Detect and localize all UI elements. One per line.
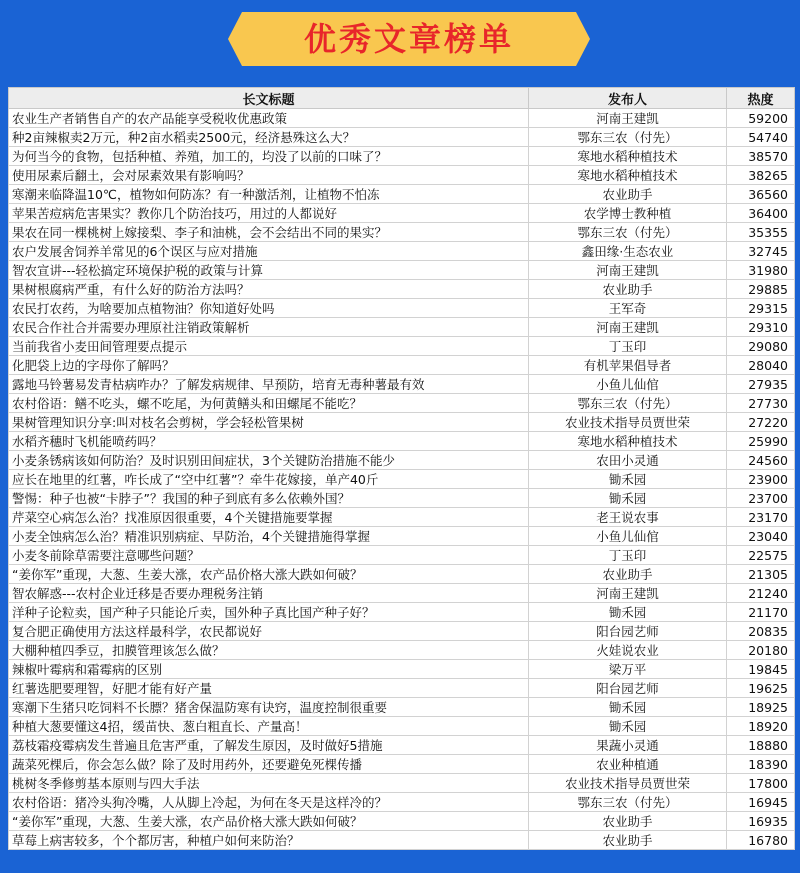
heat-cell: 31980 (727, 261, 795, 280)
article-title-cell[interactable]: 苹果苦痘病危害果实？教你几个防治技巧，用过的人都说好 (9, 204, 529, 223)
publisher-cell: 河南王建凯 (529, 261, 727, 280)
publisher-cell: 小鱼儿仙倌 (529, 375, 727, 394)
publisher-cell: 鄂东三农（付先） (529, 223, 727, 242)
publisher-cell: 农业技术指导员贾世荣 (529, 413, 727, 432)
table-row (9, 128, 795, 147)
table-row (9, 603, 795, 622)
publisher-cell: 丁玉印 (529, 337, 727, 356)
article-title-cell[interactable]: 智农宣讲---轻松搞定环境保护税的政策与计算 (9, 261, 529, 280)
table-row (9, 565, 795, 584)
table-row (9, 641, 795, 660)
heat-cell: 16935 (727, 812, 795, 831)
publisher-cell: 寒地水稻种植技术 (529, 166, 727, 185)
table-row (9, 717, 795, 736)
article-title-cell[interactable]: 为何当今的食物，包括种植、养殖，加工的，均没了以前的口味了？ (9, 147, 529, 166)
article-title-cell[interactable]: 草莓上病害较多，个个都厉害，种植户如何来防治？ (9, 831, 529, 850)
publisher-cell: 鄂东三农（付先） (529, 793, 727, 812)
heat-cell: 29310 (727, 318, 795, 337)
header-title: 长文标题 (9, 88, 529, 109)
heat-cell: 23700 (727, 489, 795, 508)
publisher-cell: 农业助手 (529, 831, 727, 850)
article-title-cell[interactable]: 洋种子论粒卖，国产种子只能论斤卖，国外种子真比国产种子好？ (9, 603, 529, 622)
heat-cell: 59200 (727, 109, 795, 128)
heat-cell: 19625 (727, 679, 795, 698)
table-row (9, 508, 795, 527)
article-title-cell[interactable]: 警惕：种子也被“卡脖子”？我国的种子到底有多么依赖外国？ (9, 489, 529, 508)
heat-cell: 23040 (727, 527, 795, 546)
heat-cell: 54740 (727, 128, 795, 147)
publisher-cell: 农田小灵通 (529, 451, 727, 470)
heat-cell: 21305 (727, 565, 795, 584)
heat-cell: 27730 (727, 394, 795, 413)
heat-cell: 29885 (727, 280, 795, 299)
publisher-cell: 锄禾园 (529, 698, 727, 717)
publisher-cell: 小鱼儿仙倌 (529, 527, 727, 546)
article-title-cell[interactable]: 小麦冬前除草需要注意哪些问题？ (9, 546, 529, 565)
table-row (9, 831, 795, 850)
heat-cell: 20180 (727, 641, 795, 660)
publisher-cell: 农业助手 (529, 565, 727, 584)
publisher-cell: 鄂东三农（付先） (529, 394, 727, 413)
heat-cell: 16780 (727, 831, 795, 850)
article-title-cell[interactable]: 使用尿素后翻土，会对尿素效果有影响吗？ (9, 166, 529, 185)
publisher-cell: 阳台园艺师 (529, 622, 727, 641)
article-title-cell[interactable]: 果树管理知识分享:叫对枝名会剪树，学会轻松管果树 (9, 413, 529, 432)
publisher-cell: 农业种植通 (529, 755, 727, 774)
table-row (9, 356, 795, 375)
table-row (9, 261, 795, 280)
heat-cell: 23900 (727, 470, 795, 489)
table-row (9, 679, 795, 698)
heat-cell: 36400 (727, 204, 795, 223)
heat-cell: 23170 (727, 508, 795, 527)
title-banner (228, 8, 590, 70)
article-title-cell[interactable]: 芹菜空心病怎么治？找准原因很重要，4个关键措施要掌握 (9, 508, 529, 527)
table-row (9, 185, 795, 204)
publisher-cell: 锄禾园 (529, 489, 727, 508)
table-row (9, 527, 795, 546)
heat-cell: 16945 (727, 793, 795, 812)
article-title-cell[interactable]: 复合肥正确使用方法这样最科学，农民都说好 (9, 622, 529, 641)
table-row (9, 109, 795, 128)
heat-cell: 21170 (727, 603, 795, 622)
heat-cell: 20835 (727, 622, 795, 641)
article-title-cell[interactable]: 农民打农药，为啥要加点植物油？你知道好处吗 (9, 299, 529, 318)
heat-cell: 24560 (727, 451, 795, 470)
publisher-cell: 鄂东三农（付先） (529, 128, 727, 147)
publisher-cell: 王军奇 (529, 299, 727, 318)
table-row (9, 337, 795, 356)
table-row (9, 242, 795, 261)
table-row (9, 793, 795, 812)
table-row (9, 413, 795, 432)
article-title-cell[interactable]: 大棚种植四季豆，扣膜管理该怎么做？ (9, 641, 529, 660)
heat-cell: 21240 (727, 584, 795, 603)
article-title-cell[interactable]: 寒潮来临降温10℃，植物如何防冻？有一种激活剂，让植物不怕冻 (9, 185, 529, 204)
table-row (9, 660, 795, 679)
table-row (9, 280, 795, 299)
heat-cell: 32745 (727, 242, 795, 261)
publisher-cell: 老王说农事 (529, 508, 727, 527)
article-title-cell[interactable]: 露地马铃薯易发青枯病咋办？了解发病规律、早预防，培育无毒种薯最有效 (9, 375, 529, 394)
article-title-cell[interactable]: 农村俗语：猪冷头狗冷嘴，人从脚上冷起，为何在冬天是这样冷的？ (9, 793, 529, 812)
publisher-cell: 锄禾园 (529, 603, 727, 622)
publisher-cell: 有机苹果倡导者 (529, 356, 727, 375)
table-row (9, 318, 795, 337)
heat-cell: 18920 (727, 717, 795, 736)
heat-cell: 36560 (727, 185, 795, 204)
publisher-cell: 农业技术指导员贾世荣 (529, 774, 727, 793)
article-title-cell[interactable]: 荔枝霜疫霉病发生普遍且危害严重，了解发生原因，及时做好5措施 (9, 736, 529, 755)
table-row (9, 223, 795, 242)
article-title-cell[interactable]: 农户发展舍饲养羊常见的6个误区与应对措施 (9, 242, 529, 261)
table-row (9, 451, 795, 470)
publisher-cell: 梁万平 (529, 660, 727, 679)
heat-cell: 18880 (727, 736, 795, 755)
article-title-cell[interactable]: 小麦全蚀病怎么治？精准识别病症、早防治，4个关键措施得掌握 (9, 527, 529, 546)
heat-cell: 27220 (727, 413, 795, 432)
article-title-cell[interactable]: 桃树冬季修剪基本原则与四大手法 (9, 774, 529, 793)
heat-cell: 25990 (727, 432, 795, 451)
publisher-cell: 河南王建凯 (529, 318, 727, 337)
table-row (9, 147, 795, 166)
article-title-cell[interactable]: 当前我省小麦田间管理要点提示 (9, 337, 529, 356)
heat-cell: 28040 (727, 356, 795, 375)
publisher-cell: 寒地水稻种植技术 (529, 147, 727, 166)
heat-cell: 18925 (727, 698, 795, 717)
heat-cell: 29080 (727, 337, 795, 356)
heat-cell: 19845 (727, 660, 795, 679)
article-title-cell[interactable]: 应长在地里的红薯，咋长成了“空中红薯”？牵牛花嫁接，单产40斤 (9, 470, 529, 489)
publisher-cell: 阳台园艺师 (529, 679, 727, 698)
table-row (9, 375, 795, 394)
table-row (9, 755, 795, 774)
table-row (9, 432, 795, 451)
publisher-cell: 河南王建凯 (529, 109, 727, 128)
table-row (9, 204, 795, 223)
article-title-cell[interactable]: 蔬菜死棵后，你会怎么做？除了及时用药外，还要避免死棵传播 (9, 755, 529, 774)
heat-cell: 17800 (727, 774, 795, 793)
publisher-cell: 农业助手 (529, 812, 727, 831)
table-row (9, 698, 795, 717)
ranking-table (8, 87, 795, 850)
heat-cell: 38570 (727, 147, 795, 166)
table-row (9, 299, 795, 318)
publisher-cell: 农业助手 (529, 280, 727, 299)
table-row (9, 546, 795, 565)
article-title-cell[interactable]: 化肥袋上边的字母你了解吗？ (9, 356, 529, 375)
table-header-row (9, 88, 795, 109)
article-title-cell[interactable]: 种植大葱要懂这4招，缓苗快、葱白粗直长、产量高！ (9, 717, 529, 736)
heat-cell: 27935 (727, 375, 795, 394)
heat-cell: 38265 (727, 166, 795, 185)
publisher-cell: 河南王建凯 (529, 584, 727, 603)
publisher-cell: 鑫田缘·生态农业 (529, 242, 727, 261)
table-row (9, 584, 795, 603)
heat-cell: 22575 (727, 546, 795, 565)
publisher-cell: 农业助手 (529, 185, 727, 204)
table-row (9, 622, 795, 641)
publisher-cell: 丁玉印 (529, 546, 727, 565)
article-title-cell[interactable]: 农业生产者销售自产的农产品能享受税收优惠政策 (9, 109, 529, 128)
article-title-cell[interactable]: 种2亩辣椒卖2万元，种2亩水稻卖2500元，经济悬殊这么大？ (9, 128, 529, 147)
heat-cell: 29315 (727, 299, 795, 318)
publisher-cell: 火娃说农业 (529, 641, 727, 660)
table-body (9, 109, 795, 850)
table-row (9, 166, 795, 185)
article-title-cell[interactable]: 红薯选肥要理智，好肥才能有好产量 (9, 679, 529, 698)
table-row (9, 774, 795, 793)
publisher-cell: 锄禾园 (529, 717, 727, 736)
article-title-cell[interactable]: 小麦条锈病该如何防治？及时识别田间症状，3个关键防治措施不能少 (9, 451, 529, 470)
header-heat: 热度 (727, 88, 795, 109)
article-title-cell[interactable]: 水稻齐穗时飞机能喷药吗？ (9, 432, 529, 451)
page-title: 优秀文章榜单 (303, 20, 514, 58)
ranking-table-container (8, 87, 794, 850)
article-title-cell[interactable]: 果树根腐病严重，有什么好的防治方法吗？ (9, 280, 529, 299)
publisher-cell: 锄禾园 (529, 470, 727, 489)
article-title-cell[interactable]: 果农在同一棵桃树上嫁接梨、李子和油桃，会不会结出不同的果实？ (9, 223, 529, 242)
publisher-cell: 果蔬小灵通 (529, 736, 727, 755)
article-title-cell[interactable]: 农民合作社合并需要办理原社注销政策解析 (9, 318, 529, 337)
table-row (9, 470, 795, 489)
article-title-cell[interactable]: 农村俗语：鳝不吃头，螺不吃尾，为何黄鳝头和田螺尾不能吃？ (9, 394, 529, 413)
table-row (9, 812, 795, 831)
heat-cell: 35355 (727, 223, 795, 242)
article-title-cell[interactable]: “姜你军”重现，大葱、生姜大涨，农产品价格大涨大跌如何破？ (9, 565, 529, 584)
article-title-cell[interactable]: 智农解惑---农村企业迁移是否要办理税务注销 (9, 584, 529, 603)
table-row (9, 736, 795, 755)
article-title-cell[interactable]: 辣椒叶霉病和霜霉病的区别 (9, 660, 529, 679)
header-publisher: 发布人 (529, 88, 727, 109)
heat-cell: 18390 (727, 755, 795, 774)
article-title-cell[interactable]: “姜你军”重现，大葱、生姜大涨，农产品价格大涨大跌如何破？ (9, 812, 529, 831)
table-row (9, 394, 795, 413)
article-title-cell[interactable]: 寒潮下生猪只吃饲料不长膘？猪舍保温防寒有诀窍，温度控制很重要 (9, 698, 529, 717)
table-row (9, 489, 795, 508)
publisher-cell: 农学博士教种植 (529, 204, 727, 223)
publisher-cell: 寒地水稻种植技术 (529, 432, 727, 451)
